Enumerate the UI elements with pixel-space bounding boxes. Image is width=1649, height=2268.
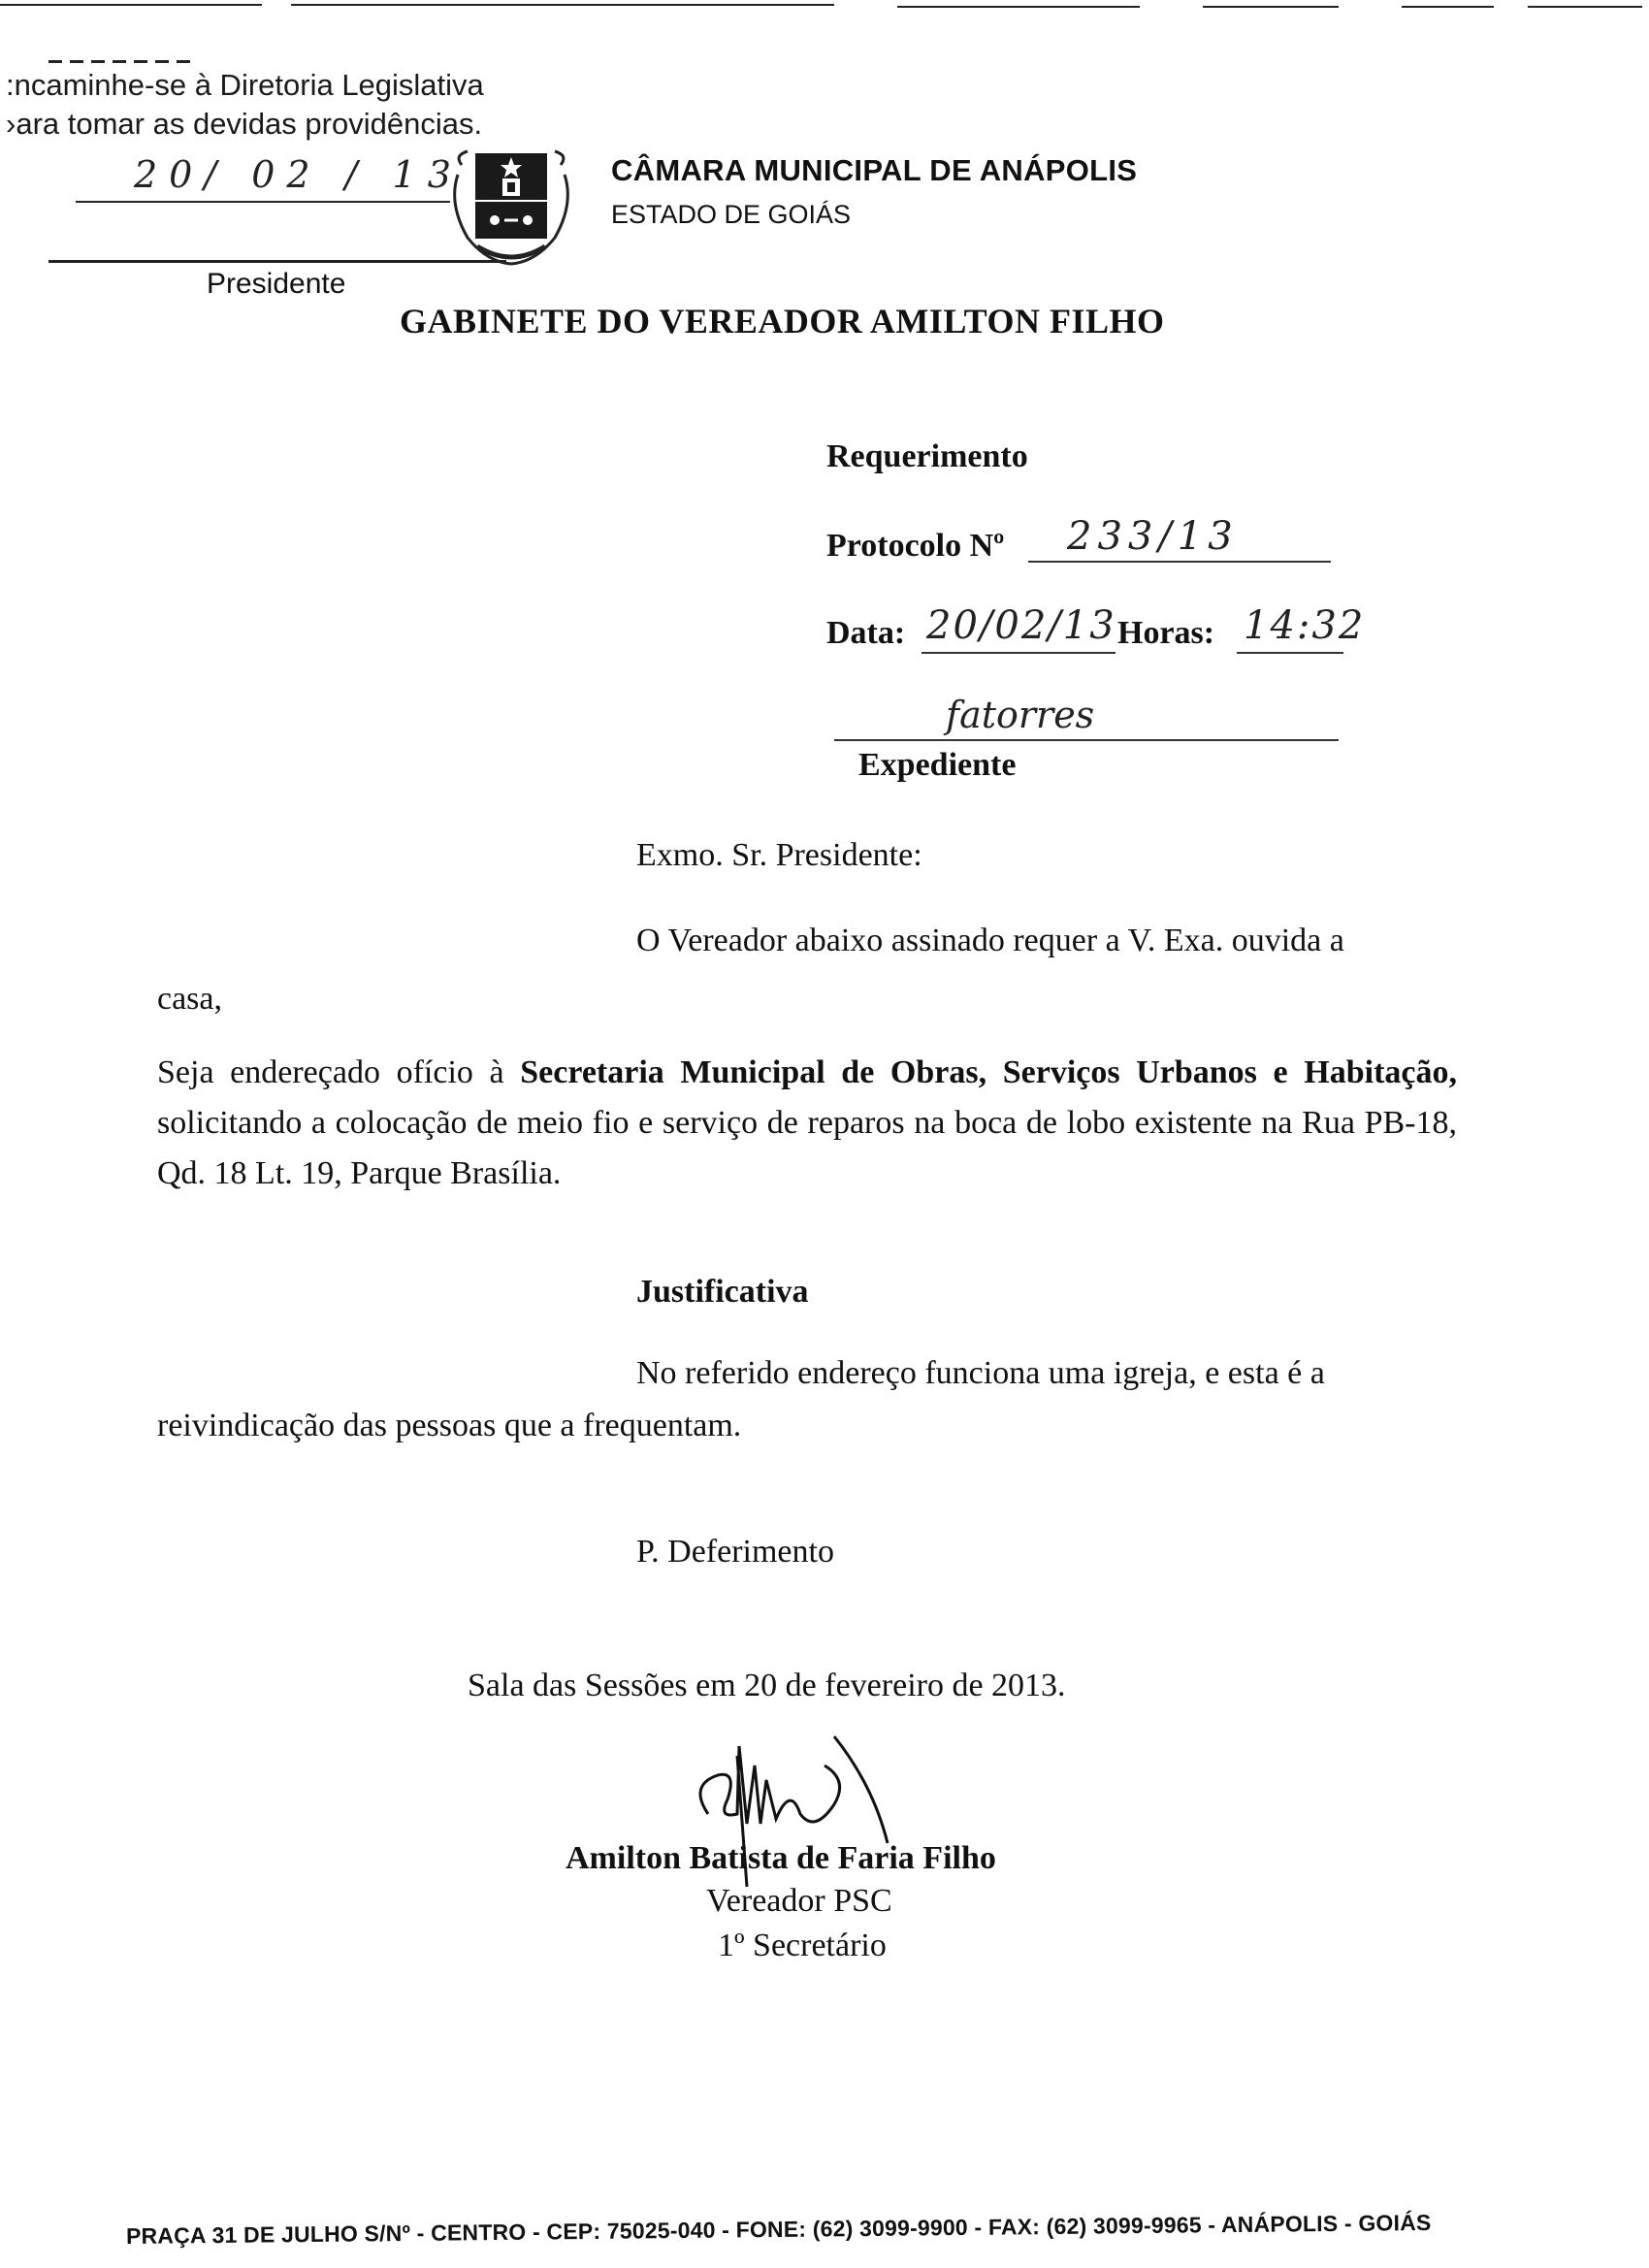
place-date: Sala das Sessões em 20 de fevereiro de 2013. xyxy=(468,1668,1066,1703)
expediente-signature: fatorres xyxy=(946,694,1095,736)
signatory-role: Vereador PSC xyxy=(706,1883,892,1919)
request-recipient: Secretaria Municipal de Obras, Serviços Urbanos e Habitação, xyxy=(520,1054,1457,1090)
protocol-number: 233/13 xyxy=(1067,514,1239,559)
intro-line-1: O Vereador abaixo assinado requer a V. Exa. ouvida a xyxy=(636,923,1344,958)
protocol-date: 20/02/13 xyxy=(926,603,1116,648)
despacho-line-1: :ncaminhe-se à Diretoria Legislativa xyxy=(6,68,484,102)
scan-top-rule-2 xyxy=(291,4,834,6)
despacho-date-handwritten: 20/ 02 / 13 xyxy=(134,153,463,196)
expediente-label: Expediente xyxy=(858,747,1017,783)
justification-line-2: reivindicação das pessoas que a frequentam. xyxy=(157,1408,742,1443)
document-type: Requerimento xyxy=(826,438,1028,474)
org-subtitle: ESTADO DE GOIÁS xyxy=(611,200,852,229)
footer-address: PRAÇA 31 DE JULHO S/Nº - CENTRO - CEP: 75025-040 - FONE: (62) 3099-9900 - FAX: (62) 3099-9965 - ANÁPOLIS - GOIÁS xyxy=(125,2209,1432,2249)
expediente-signature-line xyxy=(834,739,1339,741)
justification-title: Justificativa xyxy=(636,1274,809,1310)
intro-line-2: casa, xyxy=(157,981,223,1017)
scan-top-rule-6 xyxy=(1528,6,1642,8)
signatory-name: Amilton Batista de Faria Filho xyxy=(566,1840,996,1876)
scan-top-rule-5 xyxy=(1402,6,1494,8)
request-body: solicitando a colocação de meio fio e serviço de reparos na boca de lobo existente na Rua PB-18, Qd. 18 Lt. 19, Parque Brasília. xyxy=(157,1105,1457,1191)
coat-of-arms-emblem xyxy=(448,146,574,270)
scan-top-rule-1 xyxy=(0,4,262,6)
hours-fill-line xyxy=(1237,652,1343,654)
hours-label: Horas: xyxy=(1117,615,1215,651)
despacho-date-line xyxy=(76,201,450,203)
signatory-position: 1º Secretário xyxy=(718,1928,887,1963)
scan-top-rule-3 xyxy=(897,6,1140,8)
date-label: Data: xyxy=(826,615,906,651)
despacho-header-rule xyxy=(48,60,194,63)
salutation: Exmo. Sr. Presidente: xyxy=(636,837,922,873)
protocol-label: Protocolo Nº xyxy=(826,528,1005,564)
request-paragraph xyxy=(157,1048,1457,1199)
justification-line-1: No referido endereço funciona uma igreja, e esta é a xyxy=(636,1355,1325,1391)
scan-top-rule-4 xyxy=(1203,6,1339,8)
org-name: CÂMARA MUNICIPAL DE ANÁPOLIS xyxy=(611,153,1138,187)
despacho-line-2: ›ara tomar as devidas providências. xyxy=(6,107,483,141)
request-prefix: Seja endereçado ofício à xyxy=(157,1054,521,1090)
date-fill-line xyxy=(922,652,1116,654)
office-title: GABINETE DO VEREADOR AMILTON FILHO xyxy=(400,302,1165,340)
presidente-label: Presidente xyxy=(207,268,346,300)
protocol-fill-line xyxy=(1028,561,1331,563)
closing: P. Deferimento xyxy=(636,1534,834,1570)
despacho-signature-line xyxy=(48,260,506,263)
protocol-hours: 14:32 xyxy=(1244,603,1366,648)
